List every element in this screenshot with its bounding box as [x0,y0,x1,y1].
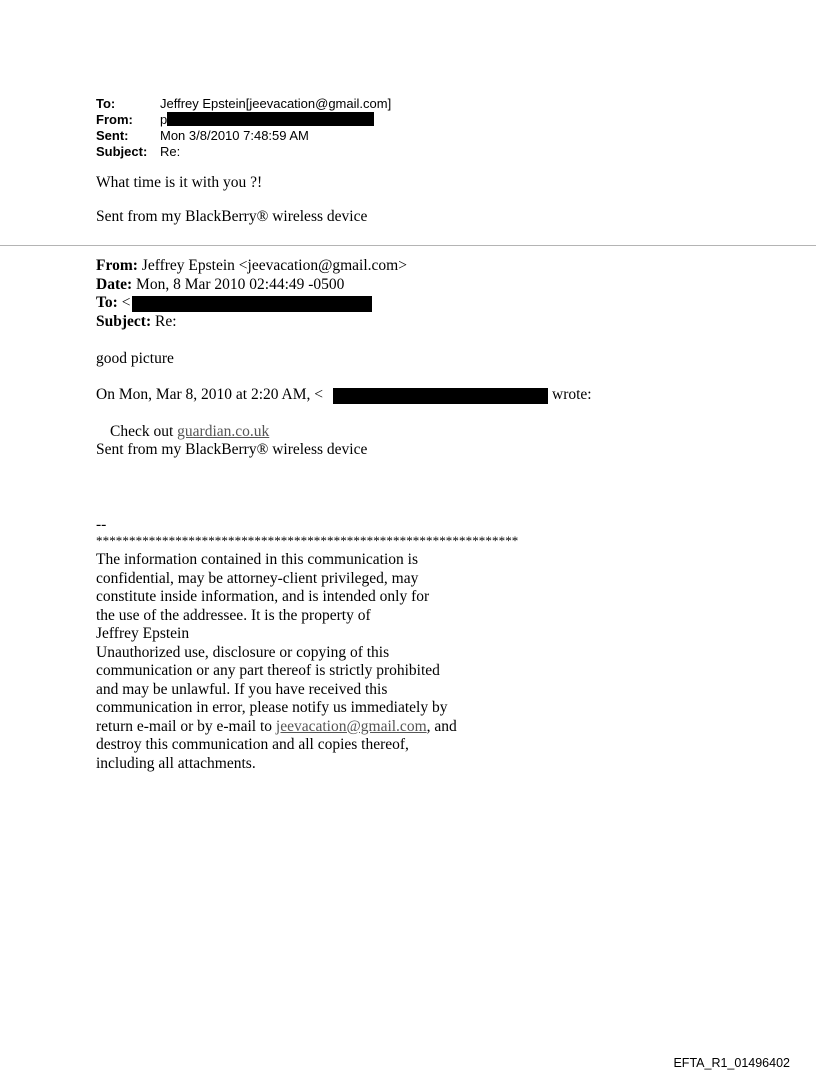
notice-line: Unauthorized use, disclosure or copying of this [96,643,390,661]
asterisk-rule: **************************************************************** [96,533,519,548]
from-label: From: [96,112,133,127]
redaction-bar [167,112,374,126]
notice-line: and may be unlawful. If you have received this [96,680,388,698]
quoted-date-value: Mon, 8 Mar 2010 02:44:49 -0500 [136,276,345,293]
notice-line [96,718,457,737]
notice-line: communication in error, please notify us immediately by [96,699,448,716]
email-link[interactable]: jeevacation@gmail.com [275,717,427,735]
return-suffix: , and [426,717,457,735]
check-out-prefix: Check out [110,423,178,440]
document-id: EFTA_R1_01496402 [673,1056,790,1070]
to-label: To: [96,96,116,111]
quoted-subject-line [96,313,177,331]
quoted-from-value: Jeffrey Epstein <jeevacation@gmail.com> [141,257,407,274]
notice-line: destroy this communication and all copies thereof, [96,736,409,753]
quoted-to-line [96,294,130,312]
return-prefix: return e-mail or by e-mail to [96,717,276,735]
notice-line: including all attachments. [96,754,256,772]
quoted-date-label: Date: [96,276,133,293]
attribution-suffix: wrote: [552,386,592,403]
message-line: What time is it with you ?! [96,174,263,191]
notice-line: constitute inside information, and is intended only for [96,588,430,605]
subject-label: Subject: [96,144,148,159]
notice-line: communication or any part thereof is strictly prohibited [96,662,440,679]
quoted-to-value: < [121,294,131,311]
quoted-from-line [96,257,407,275]
confidentiality-notice [96,551,457,773]
guardian-link[interactable]: guardian.co.uk [177,423,270,440]
notice-line: confidential, may be attorney-client privileged, may [96,569,419,587]
signature-line: Sent from my BlackBerry® wireless device [96,208,368,225]
quoted-subject-label: Subject: [96,313,152,330]
notice-line: The information contained in this communication is [96,551,418,568]
reply-text: good picture [96,350,174,367]
from-value: p [160,112,168,127]
quoted-from-label: From: [96,257,138,274]
redaction-bar [333,388,548,404]
quoted-subject-value: Re: [154,313,177,330]
notice-line: Jeffrey Epstein [96,625,190,642]
subject-value: Re: [160,144,181,159]
redaction-bar [132,296,372,312]
sent-value: Mon 3/8/2010 7:48:59 AM [160,128,309,143]
quoted-signature-line: Sent from my BlackBerry® wireless device [96,441,368,458]
attribution-prefix: On Mon, Mar 8, 2010 at 2:20 AM, < [96,386,324,403]
check-out-line [110,423,269,441]
sent-label: Sent: [96,128,129,143]
quoted-to-label: To: [96,294,118,311]
message-divider [0,245,816,246]
to-value: Jeffrey Epstein[jeevacation@gmail.com] [160,96,392,111]
notice-line: the use of the addressee. It is the property of [96,606,371,624]
signature-separator: -- [96,516,107,533]
quoted-date-line [96,276,344,294]
